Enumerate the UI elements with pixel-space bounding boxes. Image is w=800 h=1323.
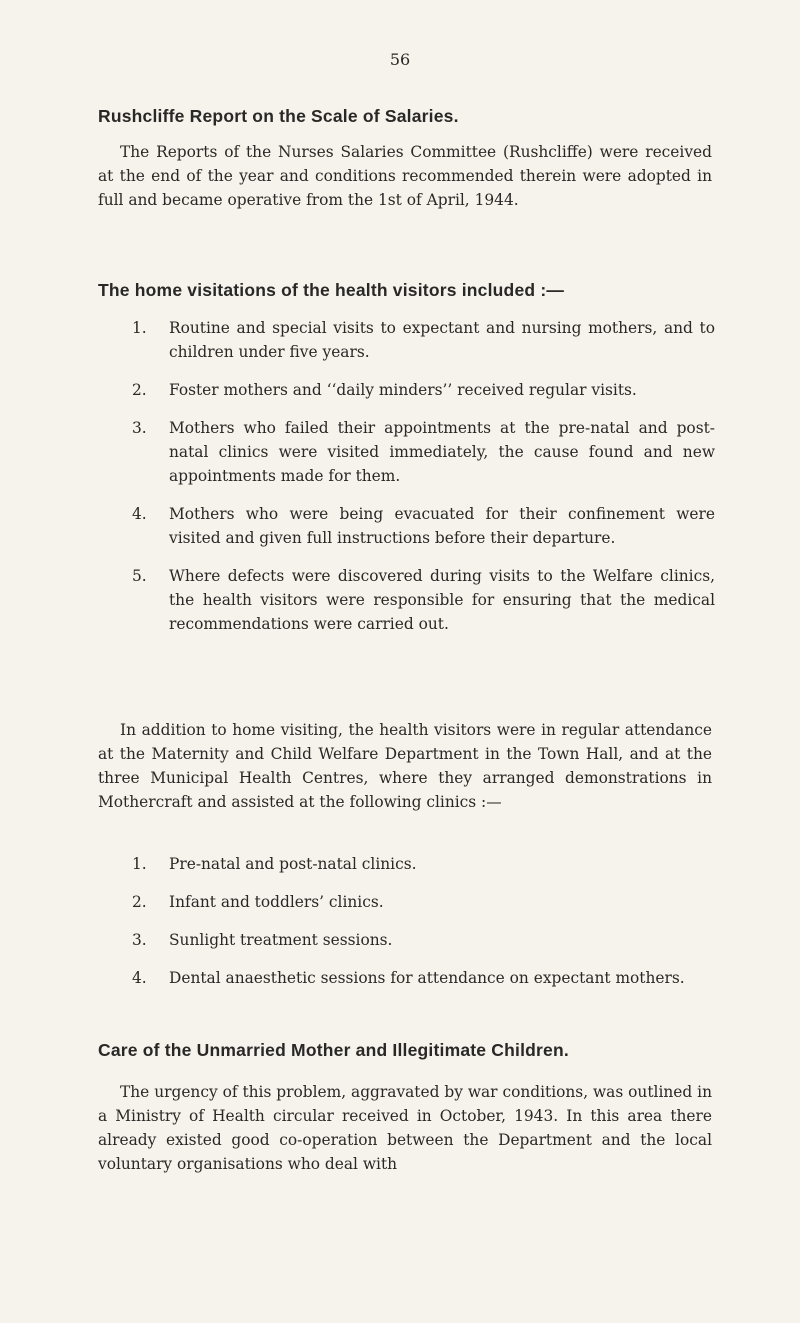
item-text: Mothers who failed their appointments at the pre-natal and post-natal clinics were visited immediately, the cause found and new appointments made for them. (169, 419, 715, 485)
item-text: Routine and special visits to expectant and nursing mothers, and to children under five years. (169, 319, 715, 361)
salaries-heading: Rushcliffe Report on the Scale of Salaries. (98, 106, 459, 126)
item-text: Mothers who were being evacuated for their confinement were visited and given full instructions before their departure. (169, 505, 715, 547)
item-number: 2. (132, 381, 147, 399)
list-item (132, 378, 715, 402)
list-item (132, 852, 715, 876)
salaries-paragraph: The Reports of the Nurses Salaries Committee (Rushcliffe) were received at the end of the year and conditions recommended therein were adopted in full and became operative from the 1st of April, 1944. (98, 143, 712, 209)
item-number: 1. (132, 855, 147, 873)
item-number: 4. (132, 969, 147, 987)
item-number: 2. (132, 893, 147, 911)
item-number: 3. (132, 419, 147, 437)
item-text: Infant and toddlers’ clinics. (169, 893, 384, 911)
clinics-list (132, 852, 715, 1004)
item-number: 1. (132, 319, 147, 337)
list-item (132, 564, 715, 636)
visitations-heading: The home visitations of the health visitors included :— (98, 280, 565, 300)
item-number: 4. (132, 505, 147, 523)
item-number: 5. (132, 567, 147, 585)
list-item (132, 416, 715, 488)
unmarried-mother-paragraph: The urgency of this problem, aggravated by war conditions, was outlined in a Ministry of Health circular received in October, 1943. In this area there already existed good co-operation between the Department and the local voluntary organisations who deal with (98, 1083, 712, 1173)
visitations-list (132, 316, 715, 650)
list-item (132, 966, 715, 990)
item-text: Where defects were discovered during visits to the Welfare clinics, the health visitors were responsible for ensuring that the medical recommendations were carried out. (169, 567, 715, 633)
list-item (132, 502, 715, 550)
unmarried-mother-heading: Care of the Unmarried Mother and Illegitimate Children. (98, 1040, 569, 1060)
list-item (132, 928, 715, 952)
item-text: Dental anaesthetic sessions for attendance on expectant mothers. (169, 969, 685, 987)
item-text: Pre-natal and post-natal clinics. (169, 855, 417, 873)
item-text: Sunlight treatment sessions. (169, 931, 393, 949)
item-number: 3. (132, 931, 147, 949)
list-item (132, 890, 715, 914)
list-item (132, 316, 715, 364)
page-number: 56 (389, 50, 411, 69)
item-text: Foster mothers and ‘‘daily minders’’ received regular visits. (169, 381, 637, 399)
home-visiting-paragraph: In addition to home visiting, the health visitors were in regular attendance at the Maternity and Child Welfare Department in the Town Hall, and at the three Municipal Health Centres, where they arranged demonstrations in Mothercraft and assisted at the following clinics :— (98, 721, 712, 811)
